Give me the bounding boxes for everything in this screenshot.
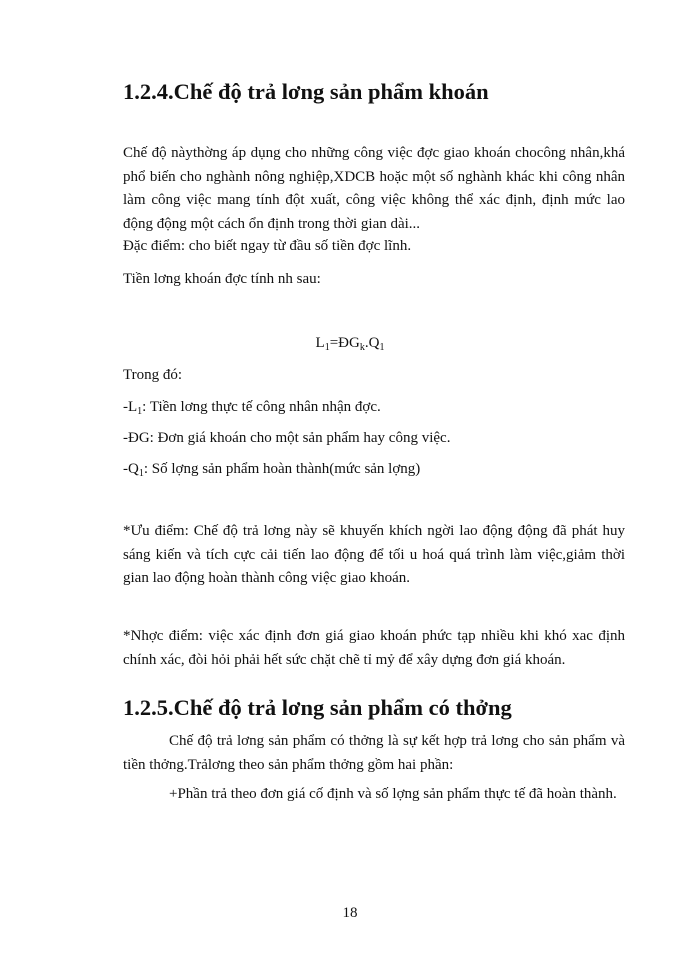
definition-text: : Tiền lơng thực tế công nhân nhận đợc. bbox=[142, 399, 381, 415]
fixed-price-part-paragraph: +Phần trả theo đơn giá cố định và số lợng sản phẩm thực tế đã hoàn thành. bbox=[169, 786, 617, 802]
page-number: 18 bbox=[342, 905, 358, 921]
definition-text: : Đơn giá khoán cho một sản phẩm hay công việc. bbox=[149, 430, 451, 446]
definition-symbol: -Q bbox=[123, 461, 139, 477]
formula-lhs-subscript: 1 bbox=[324, 342, 330, 353]
definition-symbol: -ĐG bbox=[123, 430, 150, 446]
formula-lhs: L bbox=[315, 335, 325, 351]
where-label: Trong đó: bbox=[123, 367, 183, 383]
definition-symbol-subscript: 1 bbox=[138, 468, 144, 479]
definition-item bbox=[123, 458, 625, 486]
disadvantage-paragraph: *Nhợc điểm: việc xác định đơn giá giao khoán phức tạp nhiều khi khó xac định chính xác, đòi hỏi phải hết sức chặt chẽ tỉ mỷ để xây dựng đơn giá khoán. bbox=[123, 628, 625, 668]
formula-unit-price: =ĐG bbox=[329, 335, 360, 351]
definition-symbol-subscript: 1 bbox=[137, 406, 143, 417]
section-1-2-5-intro-paragraph: Chế độ trả lơng sản phẩm có thởng là sự kết hợp trả lơng cho sản phẩm và tiền thởng.Trảlơng theo sản phẩm thởng gồm hai phần: bbox=[123, 733, 625, 773]
section-1-2-4-intro-paragraph: Chế độ nàythờng áp dụng cho những công việc đợc giao khoán chocông nhân,khá phổ biến cho nghành nông nghiệp,XDCB hoặc một số nghành khác khi công nhân làm công việc mang tính đột xuất, công việc không thể xác định, định mức lao động động một cách ổn định trong thời gian dài... bbox=[123, 145, 625, 232]
formula-quantity: .Q bbox=[364, 335, 380, 351]
advantage-paragraph: *Ưu điểm: Chế độ trả lơng này sẽ khuyến khích ngời lao động động đã phát huy sáng kiến và tích cực cải tiến lao động để tối u hoá quá trình làm việc,giảm thời gian lao động hoàn thành công việc giao khoán. bbox=[123, 523, 625, 586]
definition-symbol: -L bbox=[123, 399, 138, 415]
definition-item bbox=[123, 396, 625, 424]
section-1-2-4-heading: 1.2.4.Chế độ trả lơng sản phẩm khoán bbox=[123, 79, 489, 104]
formula-unit-price-subscript: k bbox=[359, 342, 365, 353]
calculation-intro: Tiền lơng khoán đợc tính nh sau: bbox=[123, 271, 321, 287]
definition-item bbox=[123, 427, 625, 455]
formula-quantity-subscript: 1 bbox=[379, 342, 385, 353]
wage-formula bbox=[0, 332, 700, 360]
feature-paragraph: Đặc điểm: cho biết ngay từ đầu số tiền đợc lĩnh. bbox=[123, 238, 412, 254]
section-1-2-5-heading: 1.2.5.Chế độ trả lơng sản phẩm có thởng bbox=[123, 695, 512, 720]
definition-text: : Số lợng sản phẩm hoàn thành(mức sản lợng) bbox=[143, 461, 421, 477]
